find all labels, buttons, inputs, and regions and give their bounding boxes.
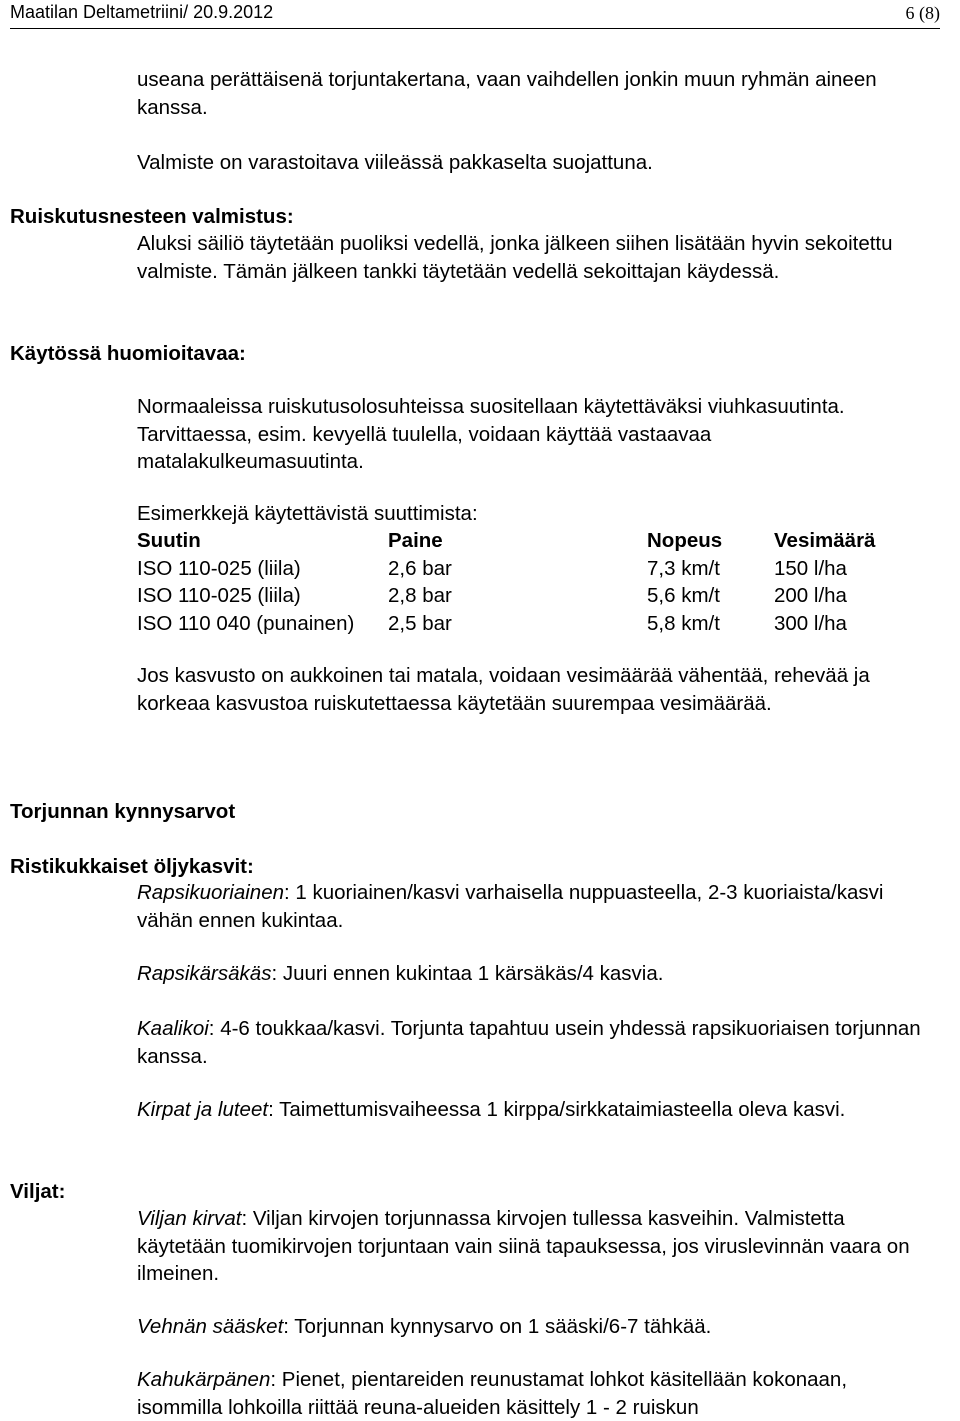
- pest-text: : Torjunnan kynnysarvo on 1 sääski/6-7 tähkää.: [283, 1315, 712, 1338]
- intro-paragraph-1: useana perättäisenä torjuntakertana, vaan vaihdellen jonkin muun ryhmän aineen kanssa.: [137, 68, 877, 119]
- column-header: Nopeus: [647, 529, 723, 552]
- table-cell: 2,8 bar: [388, 584, 452, 607]
- document-title: Maatilan Deltametriini/ 20.9.2012: [10, 2, 274, 22]
- subheading-oljykasvit: Ristikukkaiset öljykasvit:: [10, 855, 254, 878]
- pest-text: : Juuri ennen kukintaa 1 kärsäkäs/4 kasvia.: [271, 962, 664, 985]
- kasvusto-paragraph: Jos kasvusto on aukkoinen tai matala, voidaan vesimäärää vähentää, rehevää ja korkeaa kasvustoa ruiskutettaessa käytetään suurempaa vesimäärää.: [137, 664, 870, 715]
- pest-item-vehnan-saasket: [137, 1313, 937, 1341]
- table-cell: 300 l/ha: [774, 611, 847, 635]
- pest-text: : Viljan kirvojen torjunnassa kirvojen tullessa kasveihin. Valmistetta käytetään tuomikirvojen torjuntaan vain siinä tapauksessa, jos viruslevinnän vaara on ilmeinen.: [137, 1207, 910, 1285]
- table-cell: 2,5 bar: [388, 611, 452, 635]
- intro-paragraph-2: Valmiste on varastoitava viileässä pakkaselta suojattuna.: [137, 151, 653, 174]
- section-heading-kaytossa: Käytössä huomioitavaa:: [10, 342, 246, 365]
- pest-item-rapsikarsakas: [137, 960, 937, 988]
- pest-text: : Taimettumisvaiheessa 1 kirppa/sirkkataimiasteella oleva kasvi.: [268, 1098, 846, 1121]
- pest-item-viljan-kirvat: [137, 1205, 937, 1288]
- pest-name: Vehnän sääsket: [137, 1315, 284, 1338]
- pest-name: Kaalikoi: [137, 1017, 209, 1040]
- table-cell: 200 l/ha: [774, 584, 847, 607]
- table-cell: 2,6 bar: [388, 556, 452, 580]
- pest-text: : 1 kuoriainen/kasvi varhaisella nuppuasteella, 2-3 kuoriaista/kasvi vähän ennen kukintaa.: [137, 881, 884, 932]
- table-cell: 7,3 km/t: [647, 556, 720, 580]
- pest-name: Viljan kirvat: [137, 1207, 242, 1230]
- pest-name: Rapsikuoriainen: [137, 881, 285, 904]
- pest-item-rapsikuoriainen: [137, 879, 937, 934]
- page-number: 6 (8): [905, 3, 940, 23]
- subheading-viljat: Viljat:: [10, 1180, 66, 1203]
- column-header: Vesimäärä: [774, 529, 876, 552]
- section-heading-torjunta: Torjunnan kynnysarvot: [10, 800, 236, 823]
- pest-name: Kahukärpänen: [137, 1368, 271, 1391]
- table-cell: ISO 110-025 (liila): [137, 556, 301, 580]
- table-cell: 150 l/ha: [774, 556, 847, 580]
- table-cell: 5,6 km/t: [647, 584, 720, 607]
- examples-intro: Esimerkkejä käytettävistä suuttimista:: [137, 502, 478, 525]
- column-header: Suutin: [137, 529, 201, 552]
- pest-text: : 4-6 toukkaa/kasvi. Torjunta tapahtuu usein yhdessä rapsikuoriaisen torjunnan kanssa.: [137, 1017, 921, 1068]
- page-header: [10, 0, 940, 29]
- table-cell: ISO 110 040 (punainen): [137, 611, 355, 635]
- pest-name: Kirpat ja luteet: [137, 1098, 269, 1121]
- pest-item-kaalikoi: [137, 1015, 937, 1070]
- column-header: Paine: [388, 529, 443, 552]
- pest-item-kirpat: [137, 1096, 937, 1124]
- pest-name: Rapsikärsäkäs: [137, 962, 272, 985]
- ruiskutusneste-text: Aluksi säiliö täytetään puoliksi vedellä, jonka jälkeen siihen lisätään hyvin sekoitettu valmiste. Tämän jälkeen tankki täytetään vedellä sekoittajan käydessä.: [137, 232, 893, 283]
- section-heading-ruiskutusneste: Ruiskutusnesteen valmistus:: [10, 205, 294, 228]
- pest-text: : Pienet, pientareiden reunustamat lohkot käsitellään kokonaan, isommilla lohkoilla riittää reuna-alueiden käsittely 1 - 2 ruiskun: [137, 1368, 848, 1419]
- table-cell: ISO 110-025 (liila): [137, 584, 301, 607]
- kaytossa-text: Normaaleissa ruiskutusolosuhteissa suositellaan käytettäväksi viuhkasuutinta. Tarvittaessa, esim. kevyellä tuulella, voidaan käyttää vastaavaa matalakulkeumasuutinta.: [137, 395, 845, 473]
- pest-item-kahukarpanen: [137, 1366, 937, 1421]
- table-cell: 5,8 km/t: [647, 611, 720, 635]
